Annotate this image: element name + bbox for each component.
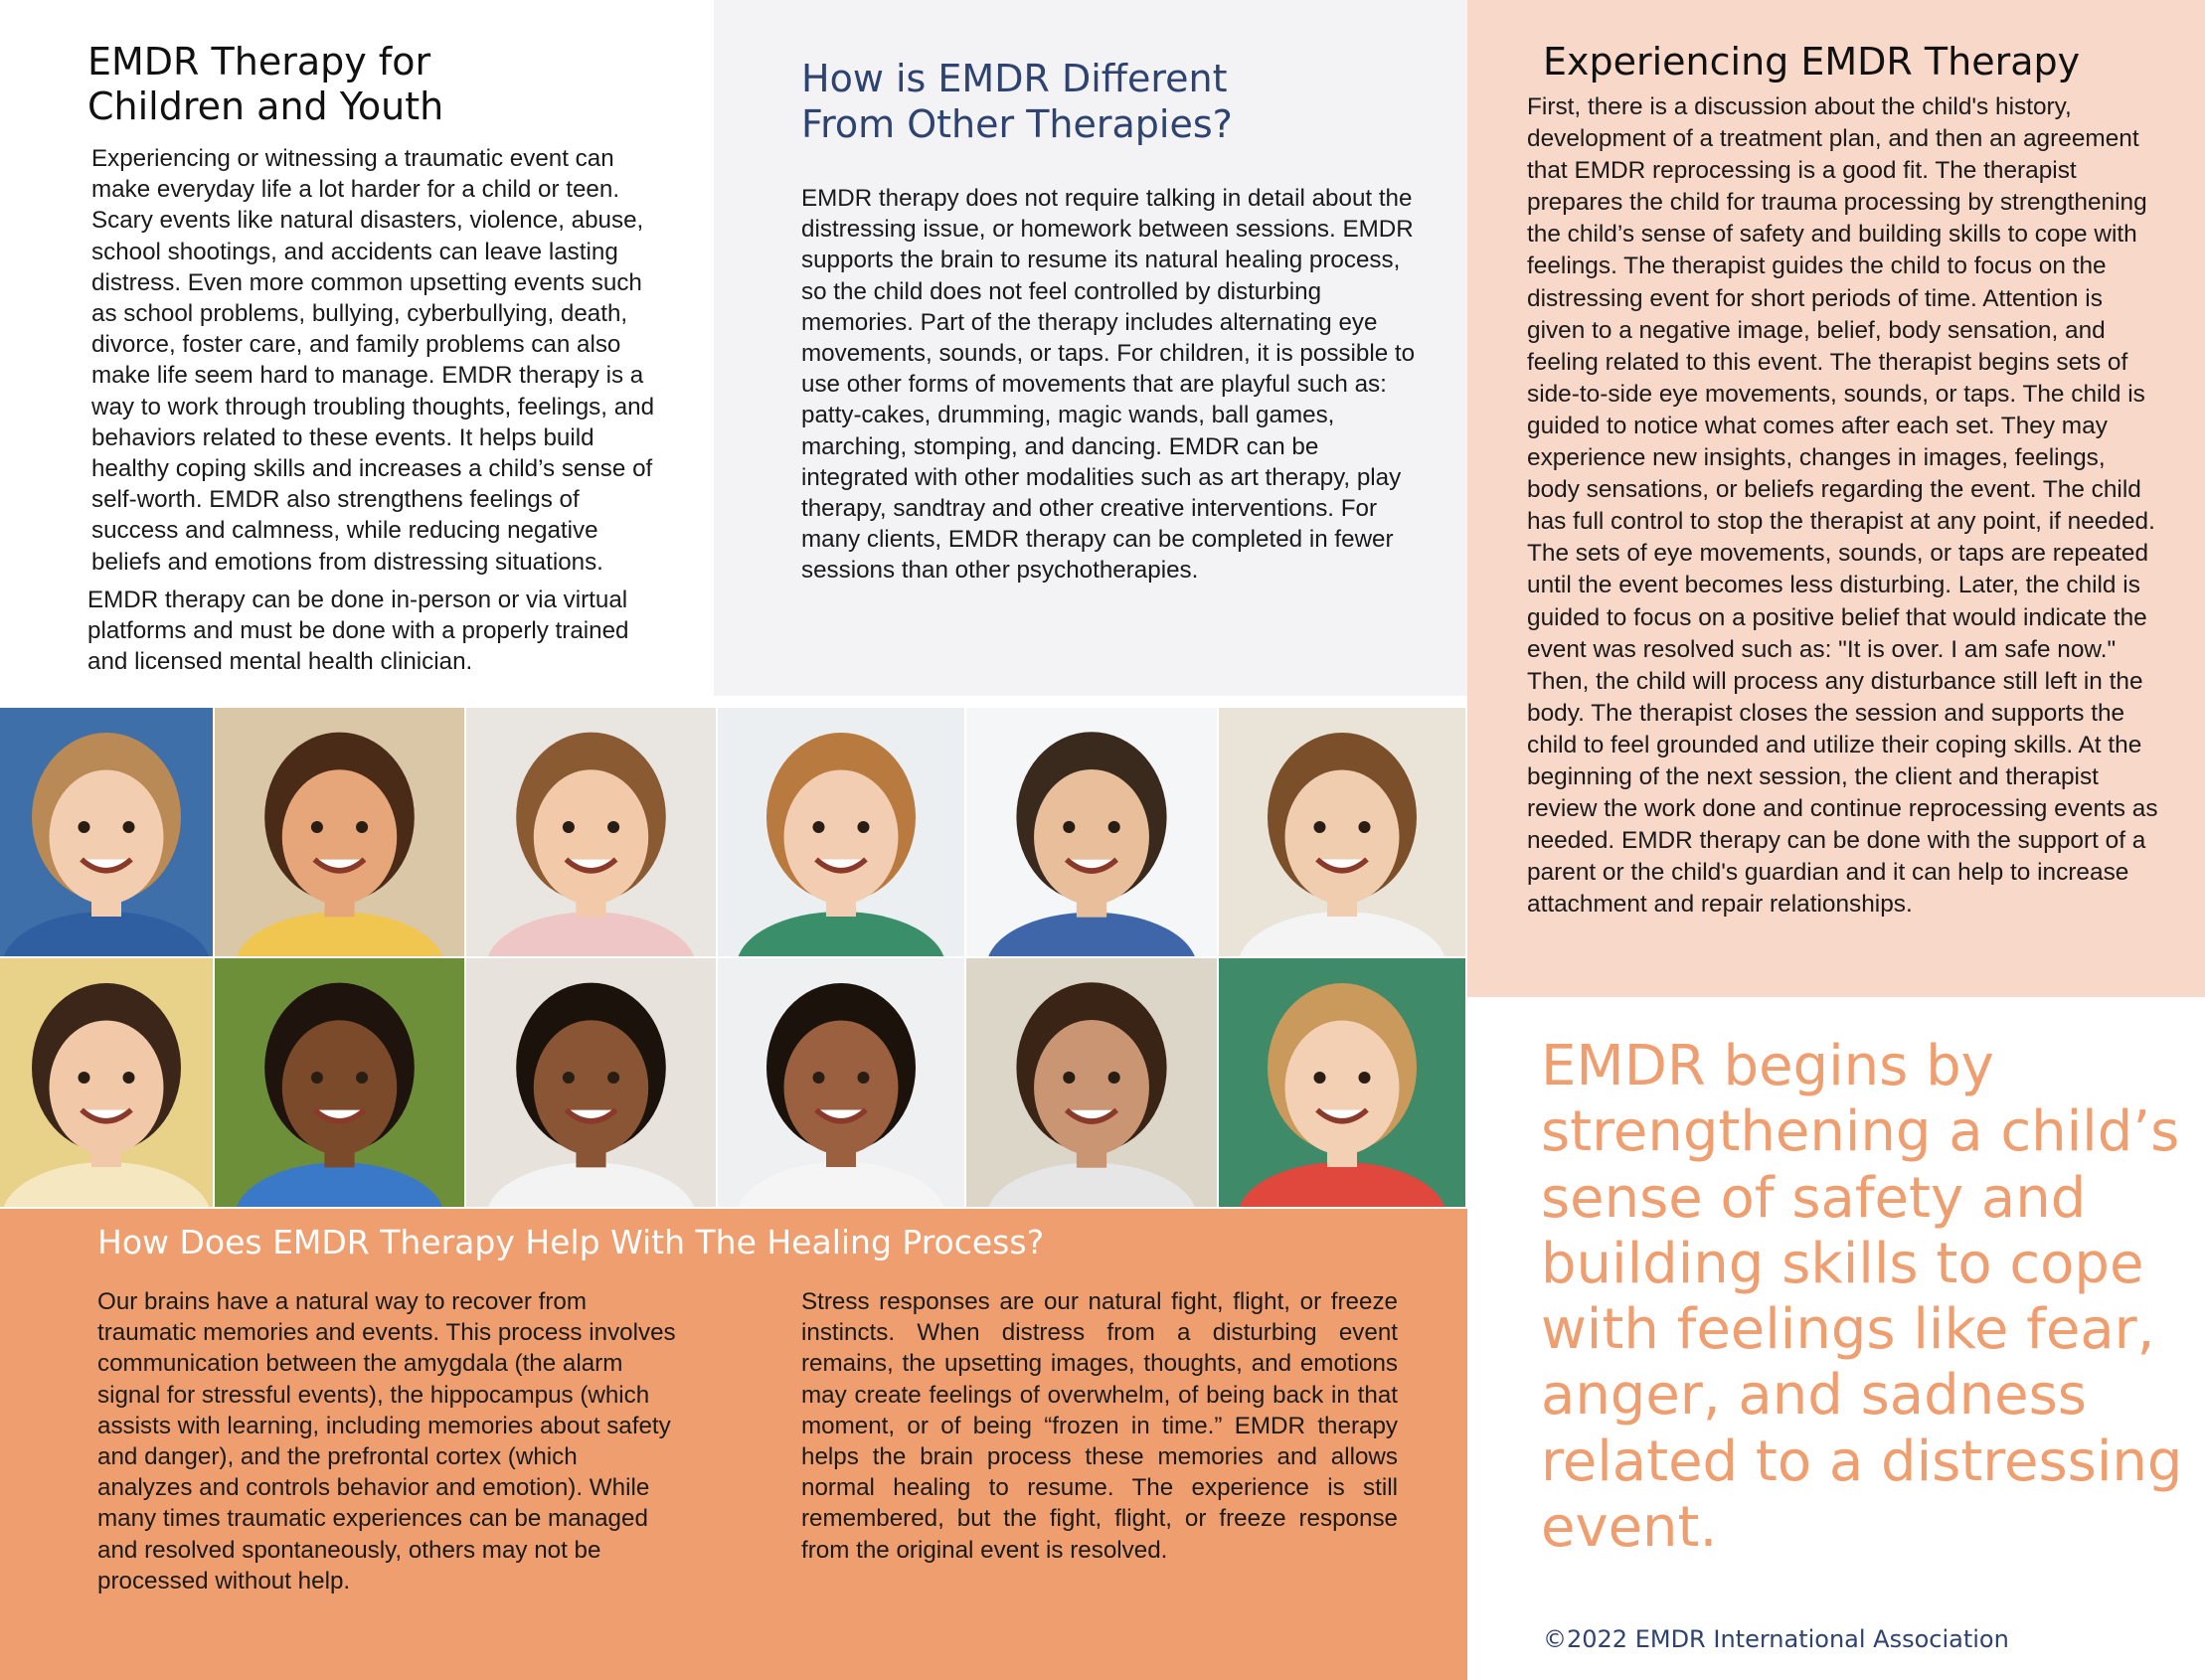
healing-title: How Does EMDR Therapy Help With The Healing Process? (97, 1223, 1045, 1261)
experience-paragraph: First, there is a discussion about the child's history, development of a treatment plan, and then an agreement that EMDR reprocessing is a good fit. The therapist prepares the child for trauma processing by strengthening the child’s sense of safety and building skills to cope with feelings. The therapist guides the child to focus on the distressing event for short periods of time. Attention is given to a negative image, belief, body sensation, and feeling related to this event. The therapist begins sets of side-to-side eye movements, sounds, or taps. The child is guided to notice what comes after each set. They may experience new insights, changes in images, feelings, body sensations, or beliefs regarding the event. The child has full control to stop the therapist at any point, if needed. The sets of eye movements, sounds, or taps are repeated until the event becomes less disturbing. Later, the child is guided to focus on a positive belief that would indicate the event was resolved such as: "It is over. I am safe now." Then, the child will process any disturbance still left in the body. The therapist closes the session and supports the child to feel grounded and utilize their coping skills. At the beginning of the next session, the client and therapist review the work done and continue reprocessing events as needed. EMDR therapy can be done with the support of a parent or the child's guardian and it can help to increase attachment and repair relationships. (1527, 93, 2158, 919)
child-photo (718, 708, 964, 956)
healing-paragraph-left: Our brains have a natural way to recover from traumatic memories and events. This process involves communication between the amygdala (the alarm signal for stressful events), the hippocampus (which assists with learning, including memories about safety and danger), and the prefrontal cortex (which analyzes and controls behavior and emotion). While many times traumatic experiences can be managed and resolved spontaneously, others may not be processed without help. (97, 1288, 676, 1595)
child-photo (215, 708, 464, 956)
difference-title-line2: From Other Therapies? (801, 102, 1233, 146)
child-photo (215, 958, 464, 1207)
intro-paragraph-2: EMDR therapy can be done in-person or via virtual platforms and must be done with a properly trained and licensed mental health clinician. (87, 587, 629, 676)
child-photo (0, 958, 213, 1207)
healing-paragraph-right: Stress responses are our natural fight, flight, or freeze instincts. When distress from a disturbing event remains, the upsetting images, thoughts, and emotions may create feelings of overwhelm, of being back in that moment, or of being “frozen in time.” EMDR therapy helps the brain process these memories and allows normal healing to resume. The experience is still remembered, but the fight, flight, or freeze response from the original event is resolved. (801, 1288, 1398, 1564)
child-photo (1219, 708, 1465, 956)
child-photo (966, 958, 1217, 1207)
child-photo (1219, 958, 1465, 1207)
experience-title: Experiencing EMDR Therapy (1543, 40, 2081, 84)
pull-quote: EMDR begins by strengthening a child’s sense of safety and building skills to cope with feelings like fear, anger, and sadness related to a distressing event. (1541, 1034, 2183, 1561)
child-photo (966, 708, 1217, 956)
copyright-notice: ©2022 EMDR International Association (1543, 1625, 2009, 1653)
child-photo (718, 958, 964, 1207)
intro-title-line1: EMDR Therapy for (87, 40, 431, 84)
intro-title-line2: Children and Youth (87, 84, 444, 128)
intro-title (87, 40, 644, 129)
children-photo-grid (0, 708, 1467, 1209)
difference-paragraph: EMDR therapy does not require talking in detail about the distressing issue, or homework between sessions. EMDR supports the brain to resume its natural healing process, so the child does not feel controlled by disturbing memories. Part of the therapy includes alternating eye movements, sounds, or taps. For children, it is possible to use other forms of movements that are playful such as: patty-cakes, drumming, magic wands, ball games, marching, stomping, and dancing. EMDR can be integrated with other modalities such as art therapy, play therapy, sandtray and other creative interventions. For many clients, EMDR therapy can be completed in fewer sessions than other psychotherapies. (801, 185, 1416, 585)
child-photo (466, 708, 716, 956)
child-photo (0, 708, 213, 956)
difference-title (801, 56, 1418, 147)
intro-paragraph-1: Experiencing or witnessing a traumatic event can make everyday life a lot harder for a child or teen. Scary events like natural disasters, violence, abuse, school shootings, and accidents can leave lasting distress. Even more common upsetting events such as school problems, bullying, cyberbullying, death, divorce, foster care, and family problems can also make life seem hard to manage. EMDR therapy is a way to work through troubling thoughts, feelings, and behaviors related to these events. It helps build healthy coping skills and increases a child’s sense of self-worth. EMDR also strengthens feelings of success and calmness, while reducing negative beliefs and emotions from distressing situations. (91, 145, 655, 576)
difference-title-line1: How is EMDR Different (801, 57, 1228, 100)
child-photo (466, 958, 716, 1207)
